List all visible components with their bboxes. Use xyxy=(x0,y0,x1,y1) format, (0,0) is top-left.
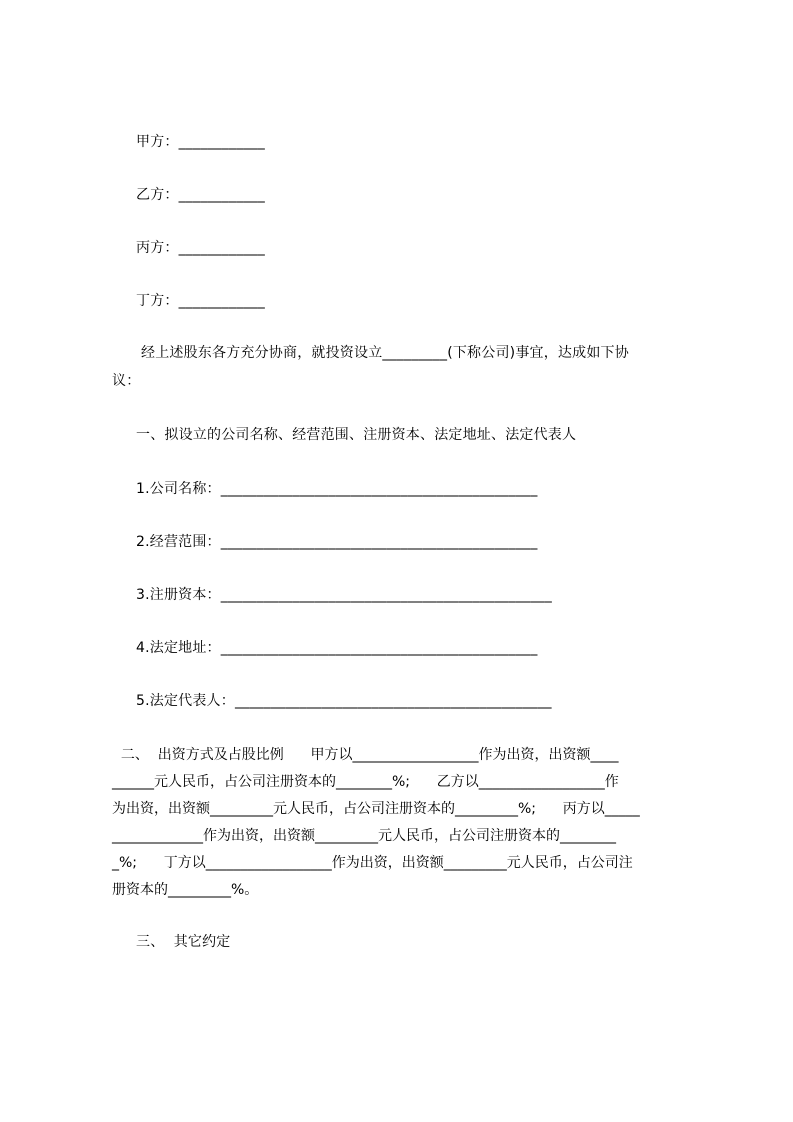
section-3-heading: 三、 其它约定 xyxy=(136,934,231,950)
section-2-line-6: 册资本的_________%。 xyxy=(112,882,259,898)
party-a-line: 甲方：____________ xyxy=(136,134,265,150)
item-business-scope: 2.经营范围：____________________________________________ xyxy=(136,534,538,550)
section-2-line-3: 为出资，出资额_________元人民币，占公司注册资本的_________%; 丙方以_____ xyxy=(112,801,640,817)
item-legal-address: 4.法定地址：____________________________________________ xyxy=(136,640,538,656)
party-b-line: 乙方：____________ xyxy=(136,187,265,203)
section-2-line-4: _____________作为出资，出资额_________元人民币，占公司注册资本的________ xyxy=(112,828,616,844)
intro-line-2: 议： xyxy=(112,373,141,389)
section-2-line-5: _%; 丁方以__________________作为出资，出资额_________元人民币，占公司注 xyxy=(112,855,633,871)
section-2-line-2: ______元人民币，占公司注册资本的________%; 乙方以__________________作 xyxy=(112,774,619,790)
party-c-line: 丙方：____________ xyxy=(136,240,265,256)
item-registered-capital: 3.注册资本：______________________________________________ xyxy=(136,587,552,603)
intro-line-1: 经上述股东各方充分协商，就投资设立_________(下称公司)事宜，达成如下协 xyxy=(141,345,629,361)
item-legal-representative: 5.法定代表人：____________________________________________ xyxy=(136,693,552,709)
party-d-line: 丁方：____________ xyxy=(136,293,265,309)
section-1-heading: 一、拟设立的公司名称、经营范围、注册资本、法定地址、法定代表人 xyxy=(136,427,577,443)
item-company-name: 1.公司名称：____________________________________________ xyxy=(136,481,538,497)
section-2-line-1: 二、 出资方式及占股比例 甲方以__________________作为出资，出资额____ xyxy=(112,747,619,763)
